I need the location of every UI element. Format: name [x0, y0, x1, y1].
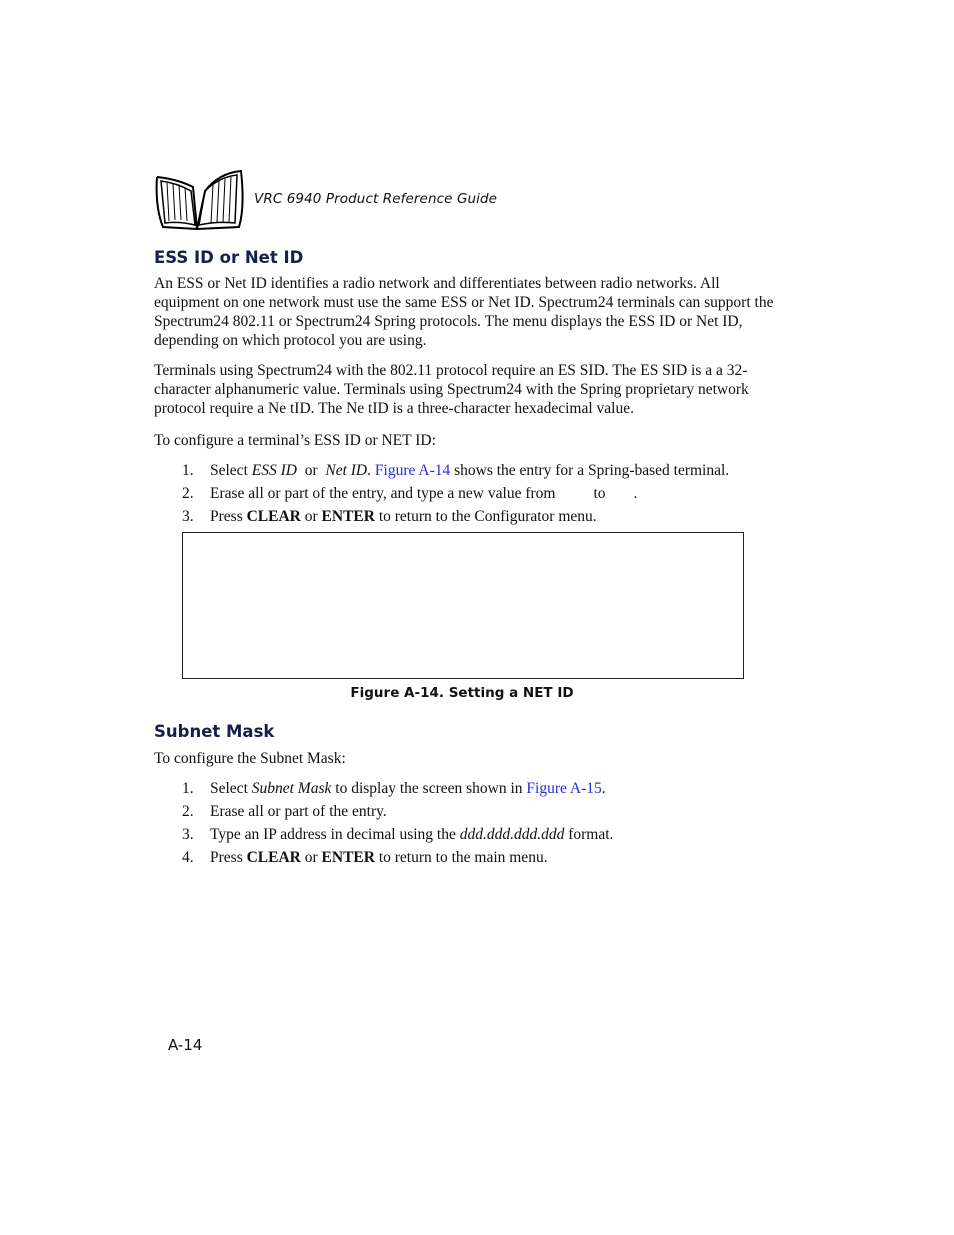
- figure-a14-link[interactable]: Figure A-14: [374, 462, 451, 479]
- figure-a15-link[interactable]: Figure A-15: [526, 780, 602, 797]
- paragraph-subnet-intro: To configure the Subnet Mask:: [154, 750, 346, 767]
- paragraph-essid-detail: Terminals using Spectrum24 with the 802.11 protocol require an ES SID. The ES SID is a a 32-character alphanumeric value. Terminals using Spectrum24 with the Spring proprietary network protocol require a Ne tID. The Ne tID is a three-character hexadecimal value.: [154, 362, 749, 417]
- list-item: [154, 507, 794, 530]
- step-text: Press CLEAR or ENTER to return to the Configurator menu.: [210, 508, 597, 525]
- step-number: 1.: [182, 780, 194, 797]
- step-number: 3.: [182, 508, 194, 525]
- list-item: [154, 825, 794, 848]
- open-book-icon: [153, 167, 245, 233]
- step-number: 2.: [182, 803, 194, 820]
- step-text: Erase all or part of the entry.: [210, 803, 387, 820]
- step-text: Type an IP address in decimal using the ddd.ddd.ddd.ddd format.: [210, 826, 614, 843]
- paragraph-essid-intro: An ESS or Net ID identifies a radio network and differentiates between radio networks. All equipment on one network must use the same ESS or Net ID. Spectrum24 terminals can support the Spectrum24 802.11 or Spectrum24 Spring protocols. The menu displays the ESS ID or Net ID, depending on which protocol you are using.: [154, 275, 774, 349]
- step-text: Select ESS ID or Net ID. Figure A-14 shows the entry for a Spring-based terminal.: [210, 462, 730, 479]
- list-item: [154, 802, 794, 825]
- section-heading-essid: ESS ID or Net ID: [154, 248, 304, 267]
- essid-steps-list: [154, 461, 794, 530]
- page-number: A-14: [168, 1036, 203, 1054]
- step-number: 4.: [182, 849, 194, 866]
- figure-a14-frame: [182, 532, 744, 679]
- section-heading-subnet: Subnet Mask: [154, 722, 275, 741]
- list-item: [154, 779, 794, 802]
- step-text: Press CLEAR or ENTER to return to the main menu.: [210, 849, 548, 866]
- subnet-steps-list: [154, 779, 794, 871]
- step-number: 1.: [182, 462, 194, 479]
- step-number: 3.: [182, 826, 194, 843]
- list-item: [154, 461, 794, 484]
- list-item: [154, 848, 794, 871]
- step-number: 2.: [182, 485, 194, 502]
- step-text: Select Subnet Mask to display the screen shown in Figure A-15.: [210, 780, 606, 797]
- step-text: Erase all or part of the entry, and type a new value from to .: [210, 485, 638, 502]
- figure-caption: Figure A-14. Setting a NET ID: [350, 685, 574, 701]
- paragraph-essid-configure: To configure a terminal’s ESS ID or NET ID:: [154, 432, 436, 449]
- list-item: [154, 484, 794, 507]
- running-header-title: VRC 6940 Product Reference Guide: [254, 191, 498, 207]
